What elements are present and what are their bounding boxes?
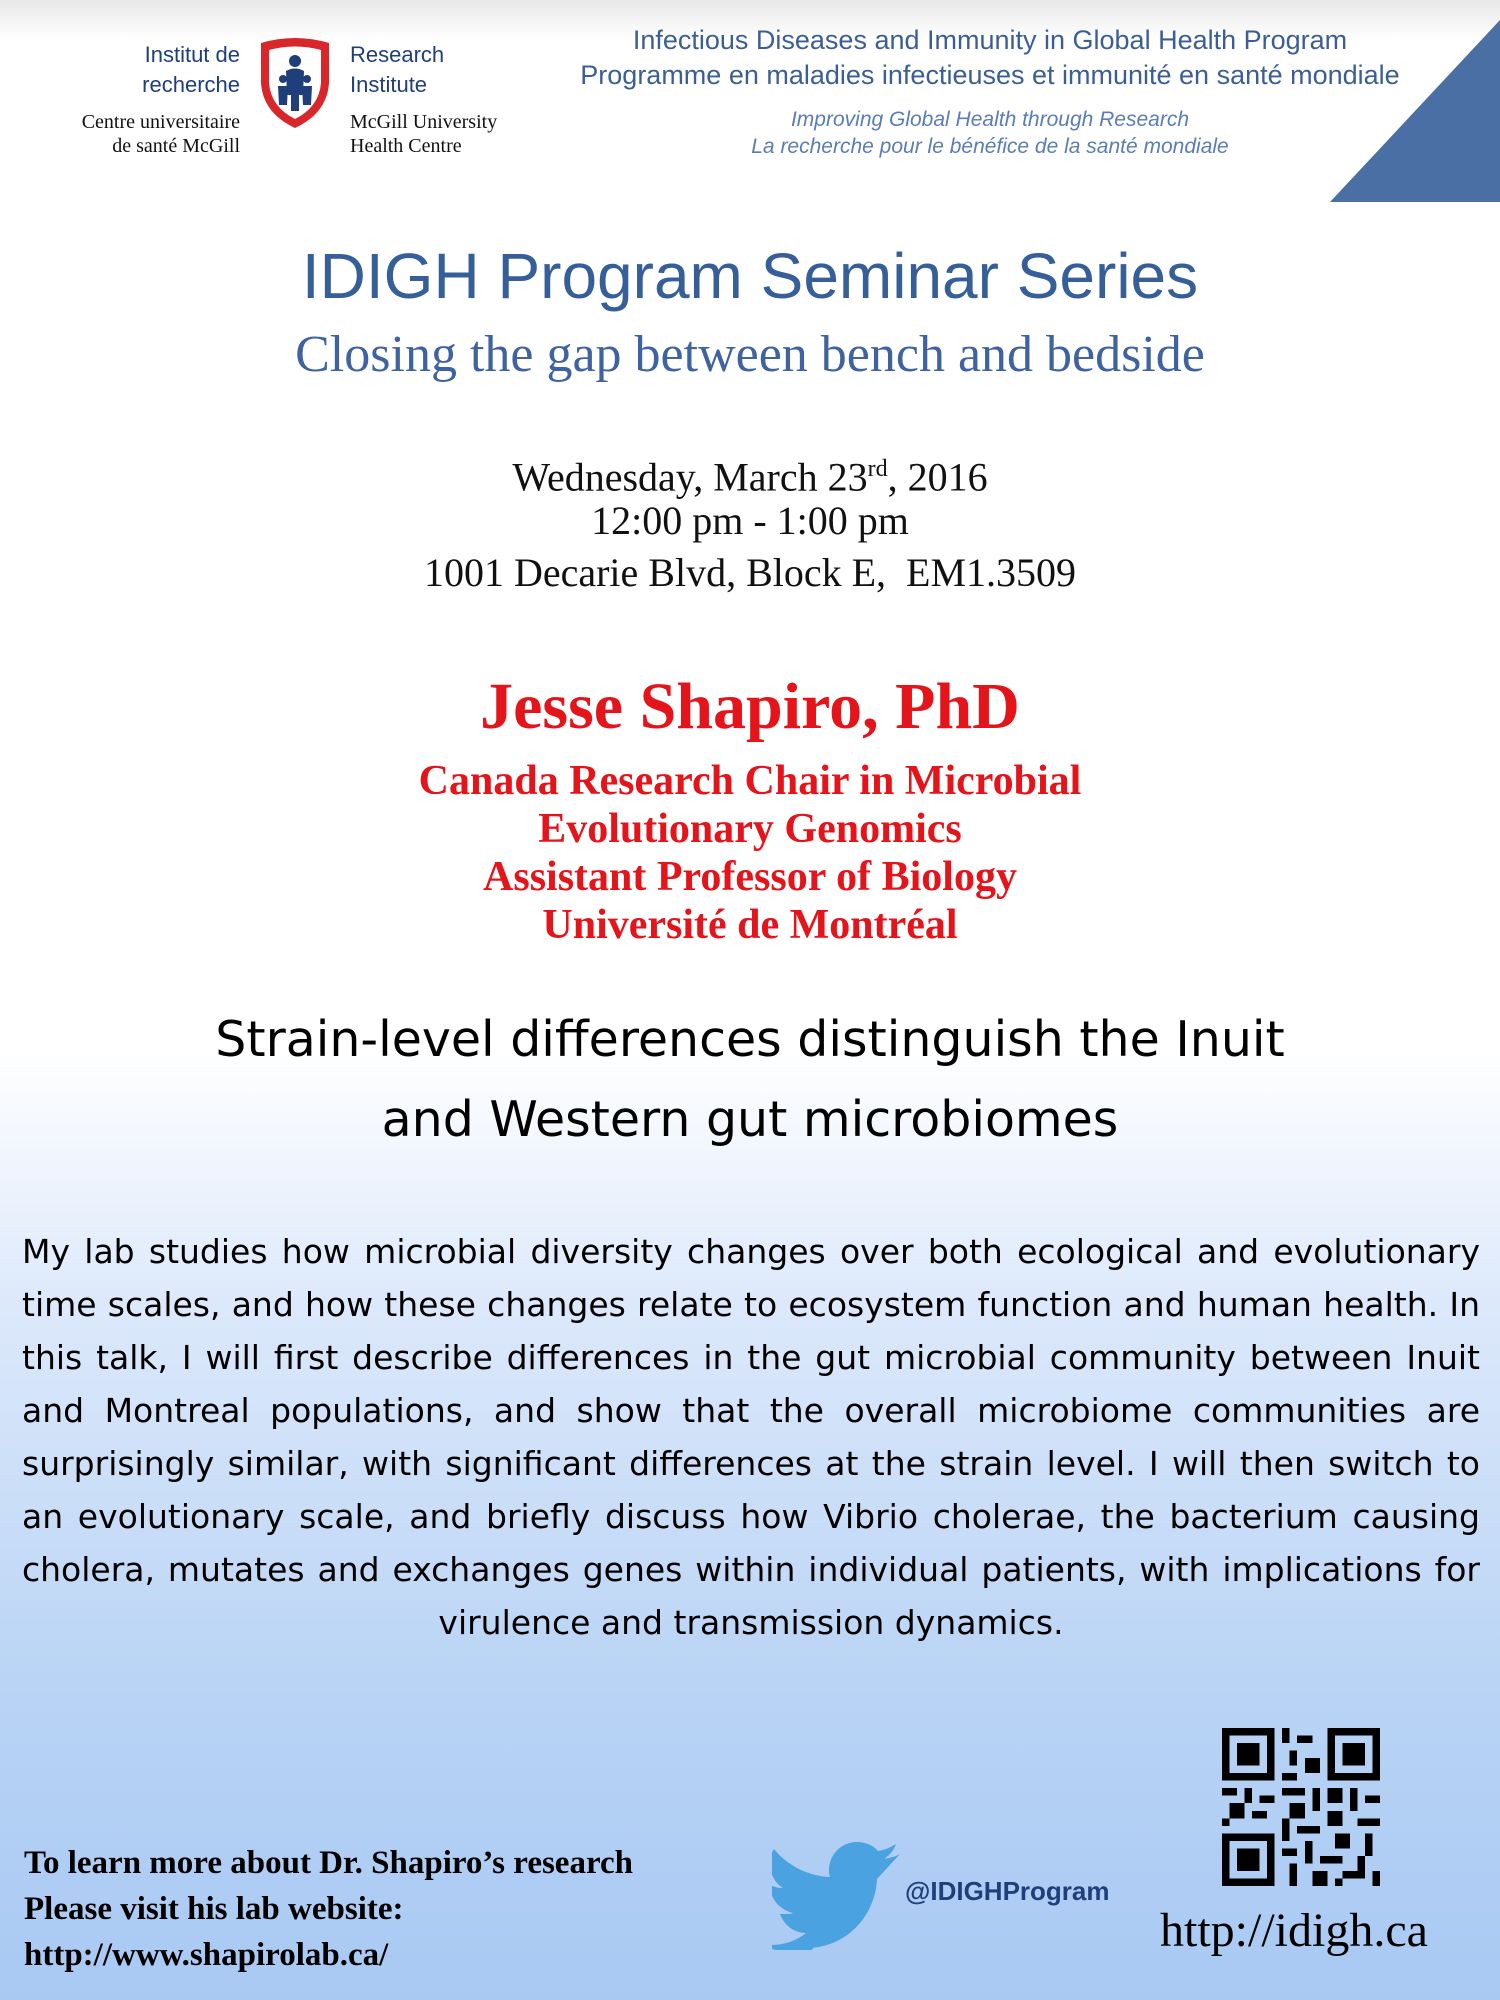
institute-en-sub-line: Health Centre [350, 135, 462, 157]
tagline-fr: La recherche pour le bénéfice de la santé mondiale [751, 135, 1229, 158]
page-title: IDIGH Program Seminar Series [301, 240, 1199, 312]
event-time: 12:00 pm - 1:00 pm [591, 498, 909, 543]
event-date-year: , 2016 [887, 454, 988, 500]
muhc-shield-logo-icon [255, 35, 335, 130]
event-location: 1001 Decarie Blvd, Block E, EM1.3509 [423, 550, 1077, 595]
event-date-main: Wednesday, March 23 [512, 454, 868, 500]
speaker-affiliation: Evolutionary Genomics [538, 806, 962, 852]
talk-title [0, 1000, 1500, 1160]
corner-triangle-decoration [1330, 20, 1500, 202]
institute-fr-line: recherche [142, 72, 240, 97]
institute-name-en [350, 40, 550, 100]
talk-title-line: and Western gut microbiomes [381, 1091, 1119, 1148]
speaker-affiliation: Université de Montréal [542, 902, 958, 948]
institute-en-line: Research [350, 42, 445, 67]
twitter-bird-icon[interactable] [772, 1840, 902, 1950]
program-name-fr: Programme en maladies infectieuses et immunité en santé mondiale [580, 60, 1400, 90]
speaker-affiliation: Assistant Professor of Biology [483, 854, 1017, 900]
institute-fr-line: Institut de [144, 42, 240, 67]
tagline-en: Improving Global Health through Research [790, 108, 1190, 131]
program-website-link[interactable]: http://idigh.ca [1160, 1904, 1428, 1957]
talk-abstract: My lab studies how microbial diversity changes over both ecological and evolutionary time scales, and how these changes relate to ecosystem function and human health. In this talk, I will first describe differences in the gut microbial community between Inuit and Montreal populations, and show that the overall microbiome communities are surprisingly similar, with significant differences at the strain level. I will then switch to an evolutionary scale, and briefly discuss how Vibrio cholerae, the bacterium causing cholera, mutates and exchanges genes within individual patients, with implications for virulence and transmission dynamics. [22, 1232, 1480, 1642]
talk-title-line: Strain-level differences distinguish the Inuit [215, 1011, 1285, 1068]
event-date-ordinal: rd [867, 456, 888, 482]
lab-website-link[interactable]: http://www.shapirolab.ca/ [24, 1937, 389, 1973]
institute-fr-sub-line: de santé McGill [112, 135, 240, 157]
qr-code-icon[interactable] [1222, 1728, 1380, 1886]
twitter-handle[interactable]: @IDIGHProgram [905, 1876, 1110, 1906]
speaker-affiliation: Canada Research Chair in Microbial [418, 758, 1082, 804]
footer-lab-info [24, 1840, 633, 1978]
institute-subname-fr [20, 110, 240, 158]
footer-learn-more: To learn more about Dr. Shapiro’s research [24, 1845, 634, 1881]
institute-fr-sub-line: Centre universitaire [81, 111, 240, 133]
footer-visit: Please visit his lab website: [24, 1891, 404, 1927]
program-name-en: Infectious Diseases and Immunity in Global Health Program [632, 25, 1348, 55]
institute-en-sub-line: McGill University [350, 111, 498, 133]
institute-en-line: Institute [350, 72, 428, 97]
institute-name-fr [100, 40, 240, 100]
speaker-name: Jesse Shapiro, PhD [480, 670, 1020, 743]
page-subtitle: Closing the gap between bench and bedside [295, 326, 1205, 383]
institute-subname-en [350, 110, 570, 158]
